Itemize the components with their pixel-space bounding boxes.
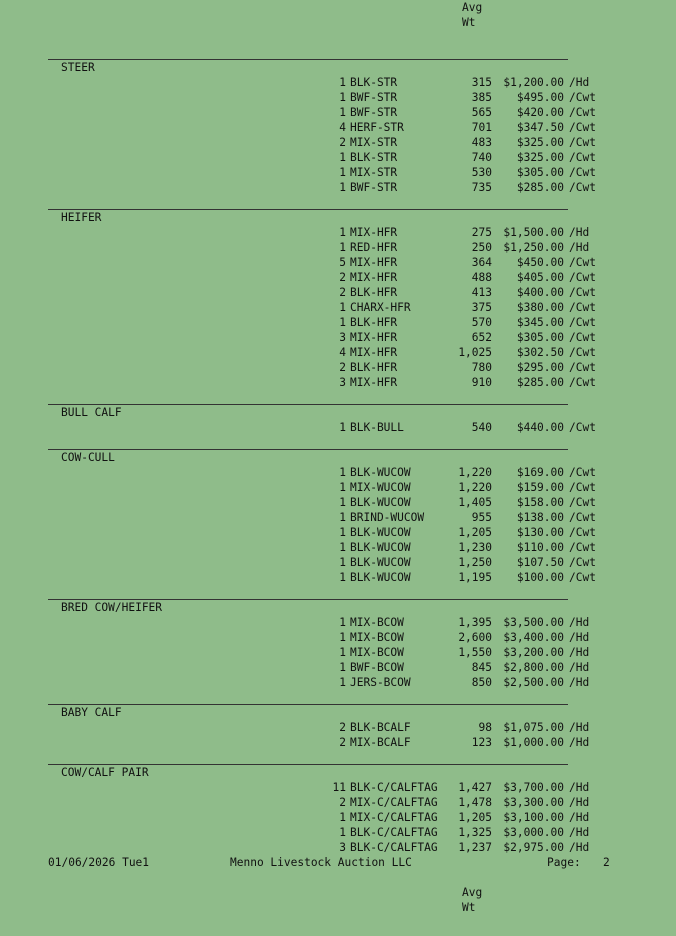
- description: MIX-BCOW: [350, 646, 404, 659]
- sale-row: [0, 555, 676, 570]
- price-unit: /Cwt: [569, 166, 596, 179]
- description: BLK-WUCOW: [350, 541, 411, 554]
- avg-weight: 1,025: [458, 346, 492, 359]
- price-unit: /Cwt: [569, 556, 596, 569]
- head-count: 2: [339, 721, 346, 734]
- avg-weight: 701: [471, 121, 492, 134]
- price-unit: /Cwt: [569, 481, 596, 494]
- price-unit: /Hd: [569, 631, 590, 644]
- avg-weight: 1,405: [458, 496, 492, 509]
- description: MIX-BCOW: [350, 616, 404, 629]
- avg-weight: 910: [471, 376, 492, 389]
- description: BLK-HFR: [350, 286, 398, 299]
- avg-weight: 1,427: [458, 781, 492, 794]
- sale-row: [0, 180, 676, 195]
- avg-weight: 530: [471, 166, 492, 179]
- sale-row: [0, 810, 676, 825]
- header-avg: Avg: [462, 1, 483, 14]
- description: BLK-WUCOW: [350, 571, 411, 584]
- price-unit: /Cwt: [569, 571, 596, 584]
- header-wt: Wt: [462, 16, 476, 29]
- price: $3,700.00: [503, 781, 564, 794]
- head-count: 1: [339, 421, 346, 434]
- description: MIX-HFR: [350, 376, 398, 389]
- sale-row: [0, 420, 676, 435]
- head-count: 1: [339, 616, 346, 629]
- description: BLK-STR: [350, 76, 398, 89]
- head-count: 1: [339, 106, 346, 119]
- price: $302.50: [516, 346, 564, 359]
- price-unit: /Hd: [569, 76, 590, 89]
- description: RED-HFR: [350, 241, 398, 254]
- price: $1,075.00: [503, 721, 564, 734]
- avg-weight: 1,237: [458, 841, 492, 854]
- head-count: 1: [339, 541, 346, 554]
- sale-row: [0, 330, 676, 345]
- avg-weight: 1,205: [458, 811, 492, 824]
- section-title: BRED COW/HEIFER: [61, 601, 163, 614]
- description: MIX-STR: [350, 136, 398, 149]
- section-title: HEIFER: [61, 211, 102, 224]
- sale-row: [0, 165, 676, 180]
- price: $440.00: [516, 421, 564, 434]
- avg-weight: 385: [471, 91, 492, 104]
- description: BLK-BCALF: [350, 721, 411, 734]
- description: BLK-BULL: [350, 421, 404, 434]
- sale-row: [0, 240, 676, 255]
- price-unit: /Cwt: [569, 151, 596, 164]
- price: $169.00: [516, 466, 564, 479]
- head-count: 1: [339, 631, 346, 644]
- price-unit: /Cwt: [569, 526, 596, 539]
- footer-company: Menno Livestock Auction LLC: [230, 856, 412, 869]
- price: $3,500.00: [503, 616, 564, 629]
- description: MIX-C/CALFTAG: [350, 796, 438, 809]
- head-count: 3: [339, 331, 346, 344]
- description: BLK-HFR: [350, 361, 398, 374]
- price-unit: /Cwt: [569, 91, 596, 104]
- footer-page-number: 2: [603, 856, 610, 869]
- avg-weight: 1,220: [458, 466, 492, 479]
- section-divider: [48, 209, 568, 210]
- sale-row: [0, 495, 676, 510]
- section-title: BABY CALF: [61, 706, 122, 719]
- avg-weight: 570: [471, 316, 492, 329]
- price: $285.00: [516, 181, 564, 194]
- section-title: COW-CULL: [61, 451, 115, 464]
- section-divider: [48, 59, 568, 60]
- footer-page-label: Page:: [547, 856, 581, 869]
- price: $325.00: [516, 151, 564, 164]
- sale-row: [0, 255, 676, 270]
- head-count: 1: [339, 496, 346, 509]
- sale-row: [0, 615, 676, 630]
- head-count: 1: [339, 811, 346, 824]
- price-unit: /Hd: [569, 721, 590, 734]
- price-unit: /Hd: [569, 841, 590, 854]
- section-title: STEER: [61, 61, 95, 74]
- price: $295.00: [516, 361, 564, 374]
- price-unit: /Cwt: [569, 106, 596, 119]
- avg-weight: 1,250: [458, 556, 492, 569]
- head-count: 1: [339, 526, 346, 539]
- head-count: 1: [339, 481, 346, 494]
- price-unit: /Cwt: [569, 346, 596, 359]
- price: $1,200.00: [503, 76, 564, 89]
- price-unit: /Cwt: [569, 286, 596, 299]
- section-divider: [48, 704, 568, 705]
- avg-weight: 1,220: [458, 481, 492, 494]
- price-unit: /Hd: [569, 646, 590, 659]
- sale-row: [0, 510, 676, 525]
- sale-row: [0, 75, 676, 90]
- price: $158.00: [516, 496, 564, 509]
- price-unit: /Cwt: [569, 361, 596, 374]
- avg-weight: 2,600: [458, 631, 492, 644]
- price-unit: /Hd: [569, 796, 590, 809]
- avg-weight: 740: [471, 151, 492, 164]
- price: $107.50: [516, 556, 564, 569]
- price: $2,800.00: [503, 661, 564, 674]
- description: MIX-HFR: [350, 256, 398, 269]
- price: $495.00: [516, 91, 564, 104]
- section-divider: [48, 404, 568, 405]
- avg-weight: 1,478: [458, 796, 492, 809]
- avg-weight: 1,195: [458, 571, 492, 584]
- price: $3,200.00: [503, 646, 564, 659]
- avg-weight: 735: [471, 181, 492, 194]
- avg-weight: 123: [471, 736, 492, 749]
- price: $2,975.00: [503, 841, 564, 854]
- sale-row: [0, 270, 676, 285]
- next-header-wt: Wt: [462, 901, 476, 914]
- sale-row: [0, 375, 676, 390]
- price: $110.00: [516, 541, 564, 554]
- head-count: 1: [339, 646, 346, 659]
- price-unit: /Hd: [569, 736, 590, 749]
- sale-row: [0, 225, 676, 240]
- sale-row: [0, 120, 676, 135]
- description: MIX-HFR: [350, 271, 398, 284]
- avg-weight: 364: [471, 256, 492, 269]
- price-unit: /Cwt: [569, 121, 596, 134]
- head-count: 3: [339, 841, 346, 854]
- description: MIX-HFR: [350, 226, 398, 239]
- avg-weight: 1,395: [458, 616, 492, 629]
- avg-weight: 98: [478, 721, 492, 734]
- price: $1,000.00: [503, 736, 564, 749]
- sale-row: [0, 135, 676, 150]
- price: $400.00: [516, 286, 564, 299]
- head-count: 1: [339, 181, 346, 194]
- head-count: 1: [339, 826, 346, 839]
- price: $100.00: [516, 571, 564, 584]
- head-count: 2: [339, 286, 346, 299]
- sale-row: [0, 645, 676, 660]
- avg-weight: 565: [471, 106, 492, 119]
- description: BLK-WUCOW: [350, 526, 411, 539]
- price-unit: /Cwt: [569, 301, 596, 314]
- avg-weight: 413: [471, 286, 492, 299]
- sale-row: [0, 825, 676, 840]
- description: MIX-WUCOW: [350, 481, 411, 494]
- head-count: 1: [339, 76, 346, 89]
- description: BLK-WUCOW: [350, 556, 411, 569]
- avg-weight: 1,230: [458, 541, 492, 554]
- head-count: 3: [339, 376, 346, 389]
- price-unit: /Cwt: [569, 136, 596, 149]
- description: BLK-WUCOW: [350, 466, 411, 479]
- head-count: 4: [339, 346, 346, 359]
- price-unit: /Cwt: [569, 331, 596, 344]
- price: $2,500.00: [503, 676, 564, 689]
- avg-weight: 850: [471, 676, 492, 689]
- head-count: 5: [339, 256, 346, 269]
- description: BLK-C/CALFTAG: [350, 826, 438, 839]
- head-count: 1: [339, 316, 346, 329]
- head-count: 11: [332, 781, 346, 794]
- price: $345.00: [516, 316, 564, 329]
- description: BLK-C/CALFTAG: [350, 781, 438, 794]
- description: HERF-STR: [350, 121, 404, 134]
- description: MIX-HFR: [350, 346, 398, 359]
- head-count: 2: [339, 796, 346, 809]
- head-count: 1: [339, 91, 346, 104]
- head-count: 2: [339, 136, 346, 149]
- sale-row: [0, 345, 676, 360]
- footer-date: 01/06/2026 Tue1: [48, 856, 150, 869]
- price-unit: /Hd: [569, 781, 590, 794]
- price-unit: /Cwt: [569, 541, 596, 554]
- price: $285.00: [516, 376, 564, 389]
- price: $130.00: [516, 526, 564, 539]
- sale-row: [0, 660, 676, 675]
- section-title: BULL CALF: [61, 406, 122, 419]
- price-unit: /Cwt: [569, 256, 596, 269]
- head-count: 1: [339, 676, 346, 689]
- price: $3,400.00: [503, 631, 564, 644]
- description: JERS-BCOW: [350, 676, 411, 689]
- price: $3,100.00: [503, 811, 564, 824]
- head-count: 1: [339, 661, 346, 674]
- sale-row: [0, 780, 676, 795]
- price: $138.00: [516, 511, 564, 524]
- sale-row: [0, 795, 676, 810]
- price-unit: /Hd: [569, 826, 590, 839]
- sale-row: [0, 570, 676, 585]
- price-unit: /Cwt: [569, 376, 596, 389]
- avg-weight: 955: [471, 511, 492, 524]
- price-unit: /Cwt: [569, 316, 596, 329]
- sale-row: [0, 735, 676, 750]
- sale-row: [0, 525, 676, 540]
- sale-row: [0, 90, 676, 105]
- avg-weight: 315: [471, 76, 492, 89]
- price: $380.00: [516, 301, 564, 314]
- sale-row: [0, 840, 676, 855]
- sale-row: [0, 630, 676, 645]
- description: MIX-STR: [350, 166, 398, 179]
- description: MIX-BCOW: [350, 631, 404, 644]
- description: MIX-C/CALFTAG: [350, 811, 438, 824]
- price-unit: /Hd: [569, 676, 590, 689]
- price-unit: /Cwt: [569, 181, 596, 194]
- price-unit: /Hd: [569, 241, 590, 254]
- avg-weight: 540: [471, 421, 492, 434]
- head-count: 1: [339, 511, 346, 524]
- price: $159.00: [516, 481, 564, 494]
- price: $3,300.00: [503, 796, 564, 809]
- description: BLK-STR: [350, 151, 398, 164]
- avg-weight: 275: [471, 226, 492, 239]
- description: BWF-STR: [350, 181, 398, 194]
- head-count: 4: [339, 121, 346, 134]
- head-count: 1: [339, 226, 346, 239]
- sale-row: [0, 150, 676, 165]
- sale-row: [0, 105, 676, 120]
- avg-weight: 1,550: [458, 646, 492, 659]
- avg-weight: 1,205: [458, 526, 492, 539]
- price-unit: /Hd: [569, 811, 590, 824]
- sale-row: [0, 300, 676, 315]
- avg-weight: 845: [471, 661, 492, 674]
- head-count: 1: [339, 151, 346, 164]
- avg-weight: 1,325: [458, 826, 492, 839]
- price-unit: /Hd: [569, 616, 590, 629]
- head-count: 1: [339, 241, 346, 254]
- description: BRIND-WUCOW: [350, 511, 425, 524]
- description: BWF-STR: [350, 91, 398, 104]
- sale-row: [0, 360, 676, 375]
- description: MIX-BCALF: [350, 736, 411, 749]
- sale-row: [0, 285, 676, 300]
- head-count: 1: [339, 466, 346, 479]
- price-unit: /Hd: [569, 661, 590, 674]
- price: $305.00: [516, 166, 564, 179]
- sale-row: [0, 675, 676, 690]
- avg-weight: 483: [471, 136, 492, 149]
- description: MIX-HFR: [350, 331, 398, 344]
- head-count: 1: [339, 571, 346, 584]
- price-unit: /Cwt: [569, 271, 596, 284]
- head-count: 1: [339, 301, 346, 314]
- sale-row: [0, 540, 676, 555]
- head-count: 1: [339, 556, 346, 569]
- description: BLK-C/CALFTAG: [350, 841, 438, 854]
- price-unit: /Cwt: [569, 421, 596, 434]
- avg-weight: 250: [471, 241, 492, 254]
- description: BLK-WUCOW: [350, 496, 411, 509]
- description: BWF-BCOW: [350, 661, 404, 674]
- price: $305.00: [516, 331, 564, 344]
- price: $347.50: [516, 121, 564, 134]
- price: $1,500.00: [503, 226, 564, 239]
- price: $405.00: [516, 271, 564, 284]
- avg-weight: 780: [471, 361, 492, 374]
- section-title: COW/CALF PAIR: [61, 766, 149, 779]
- price-unit: /Hd: [569, 226, 590, 239]
- avg-weight: 652: [471, 331, 492, 344]
- section-divider: [48, 449, 568, 450]
- description: BLK-HFR: [350, 316, 398, 329]
- next-header-avg: Avg: [462, 886, 483, 899]
- sale-row: [0, 480, 676, 495]
- price-unit: /Cwt: [569, 511, 596, 524]
- sale-row: [0, 720, 676, 735]
- head-count: 2: [339, 736, 346, 749]
- head-count: 2: [339, 361, 346, 374]
- avg-weight: 488: [471, 271, 492, 284]
- description: BWF-STR: [350, 106, 398, 119]
- avg-weight: 375: [471, 301, 492, 314]
- price: $450.00: [516, 256, 564, 269]
- sale-row: [0, 315, 676, 330]
- price: $3,000.00: [503, 826, 564, 839]
- price: $325.00: [516, 136, 564, 149]
- price-unit: /Cwt: [569, 496, 596, 509]
- description: CHARX-HFR: [350, 301, 411, 314]
- price-unit: /Cwt: [569, 466, 596, 479]
- head-count: 1: [339, 166, 346, 179]
- sale-row: [0, 465, 676, 480]
- price: $1,250.00: [503, 241, 564, 254]
- price: $420.00: [516, 106, 564, 119]
- head-count: 2: [339, 271, 346, 284]
